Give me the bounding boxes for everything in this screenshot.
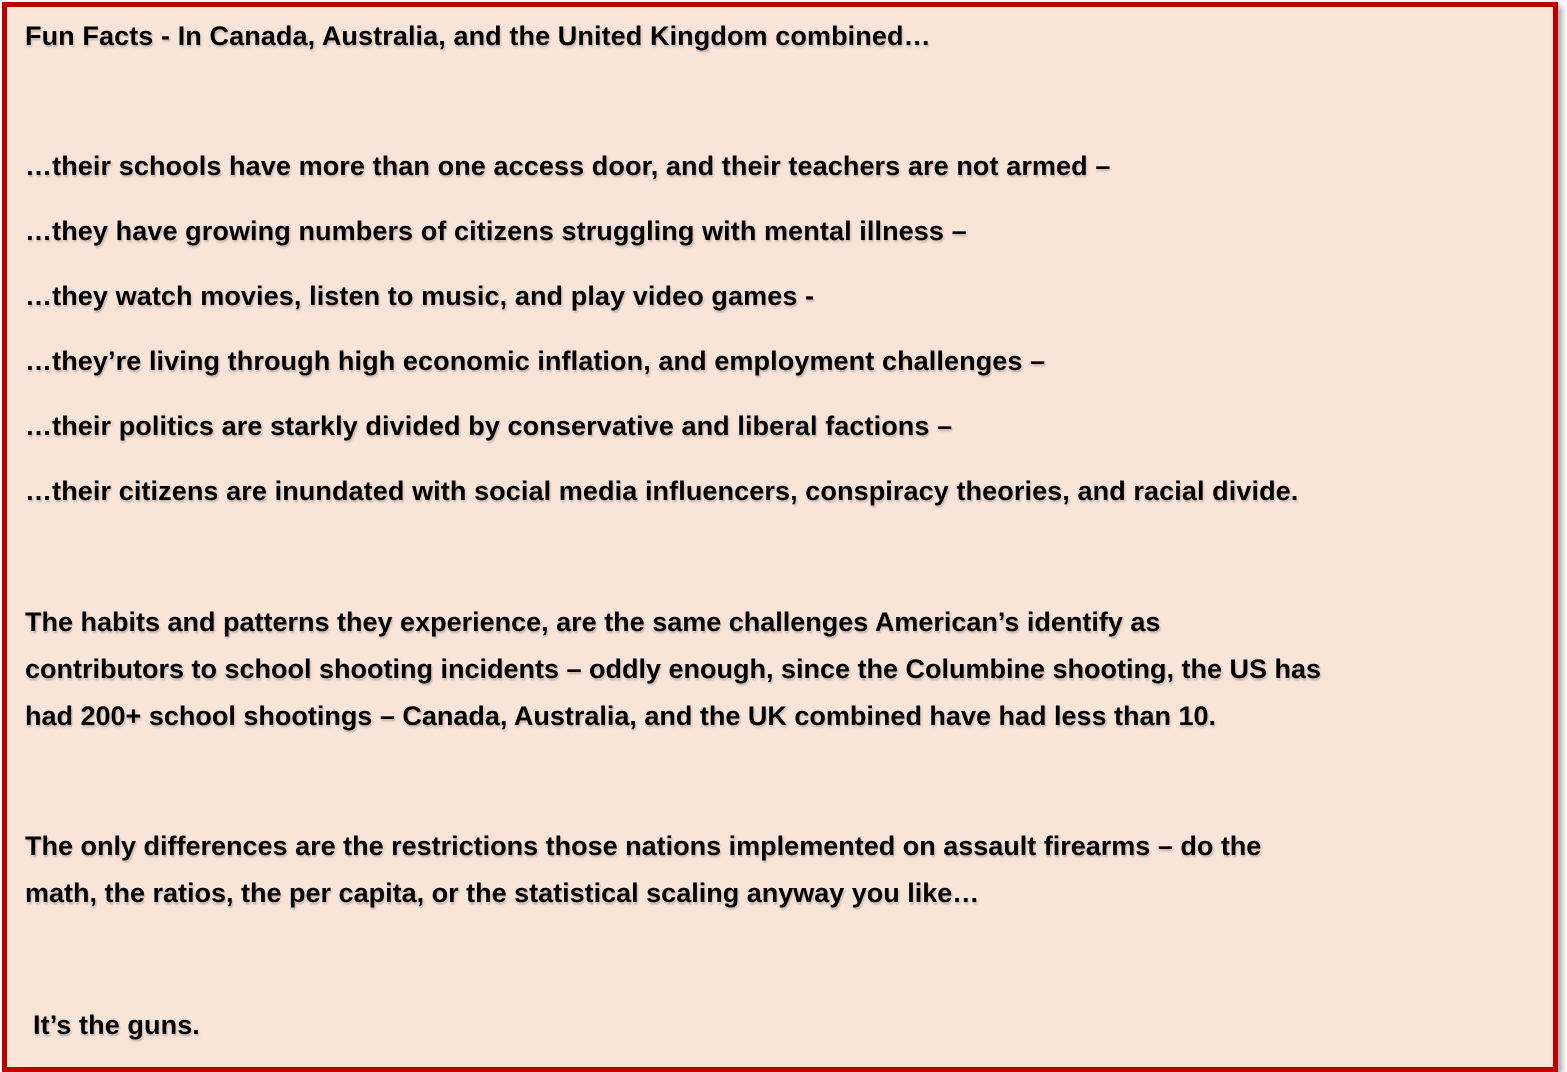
differences-paragraph: [25, 823, 1555, 917]
paragraph-line: contributors to school shooting incidents – oddly enough, since the Columbine shooting, the US has: [25, 654, 1322, 684]
paragraph-line: had 200+ school shootings – Canada, Australia, and the UK combined have had less than 10.: [25, 701, 1217, 731]
heading: Fun Facts - In Canada, Australia, and the United Kingdom combined…: [25, 21, 931, 51]
fact-item: …their citizens are inundated with social media influencers, conspiracy theories, and racial divide.: [25, 476, 1299, 506]
conclusion: It’s the guns.: [33, 1010, 200, 1040]
fact-item: …their schools have more than one access door, and their teachers are not armed –: [25, 151, 1111, 181]
fact-item: …they watch movies, listen to music, and play video games -: [25, 281, 815, 311]
paragraph-line: The only differences are the restrictions those nations implemented on assault firearms – do the: [25, 831, 1262, 861]
fact-item: …their politics are starkly divided by conservative and liberal factions –: [25, 411, 953, 441]
fact-item: …they’re living through high economic inflation, and employment challenges –: [25, 346, 1046, 376]
comparison-paragraph: [25, 599, 1555, 740]
fact-item: …they have growing numbers of citizens struggling with mental illness –: [25, 216, 967, 246]
paragraph-line: math, the ratios, the per capita, or the statistical scaling anyway you like…: [25, 878, 980, 908]
paragraph-line: The habits and patterns they experience, are the same challenges American’s identify as: [25, 607, 1161, 637]
text-panel: [2, 2, 1558, 1072]
